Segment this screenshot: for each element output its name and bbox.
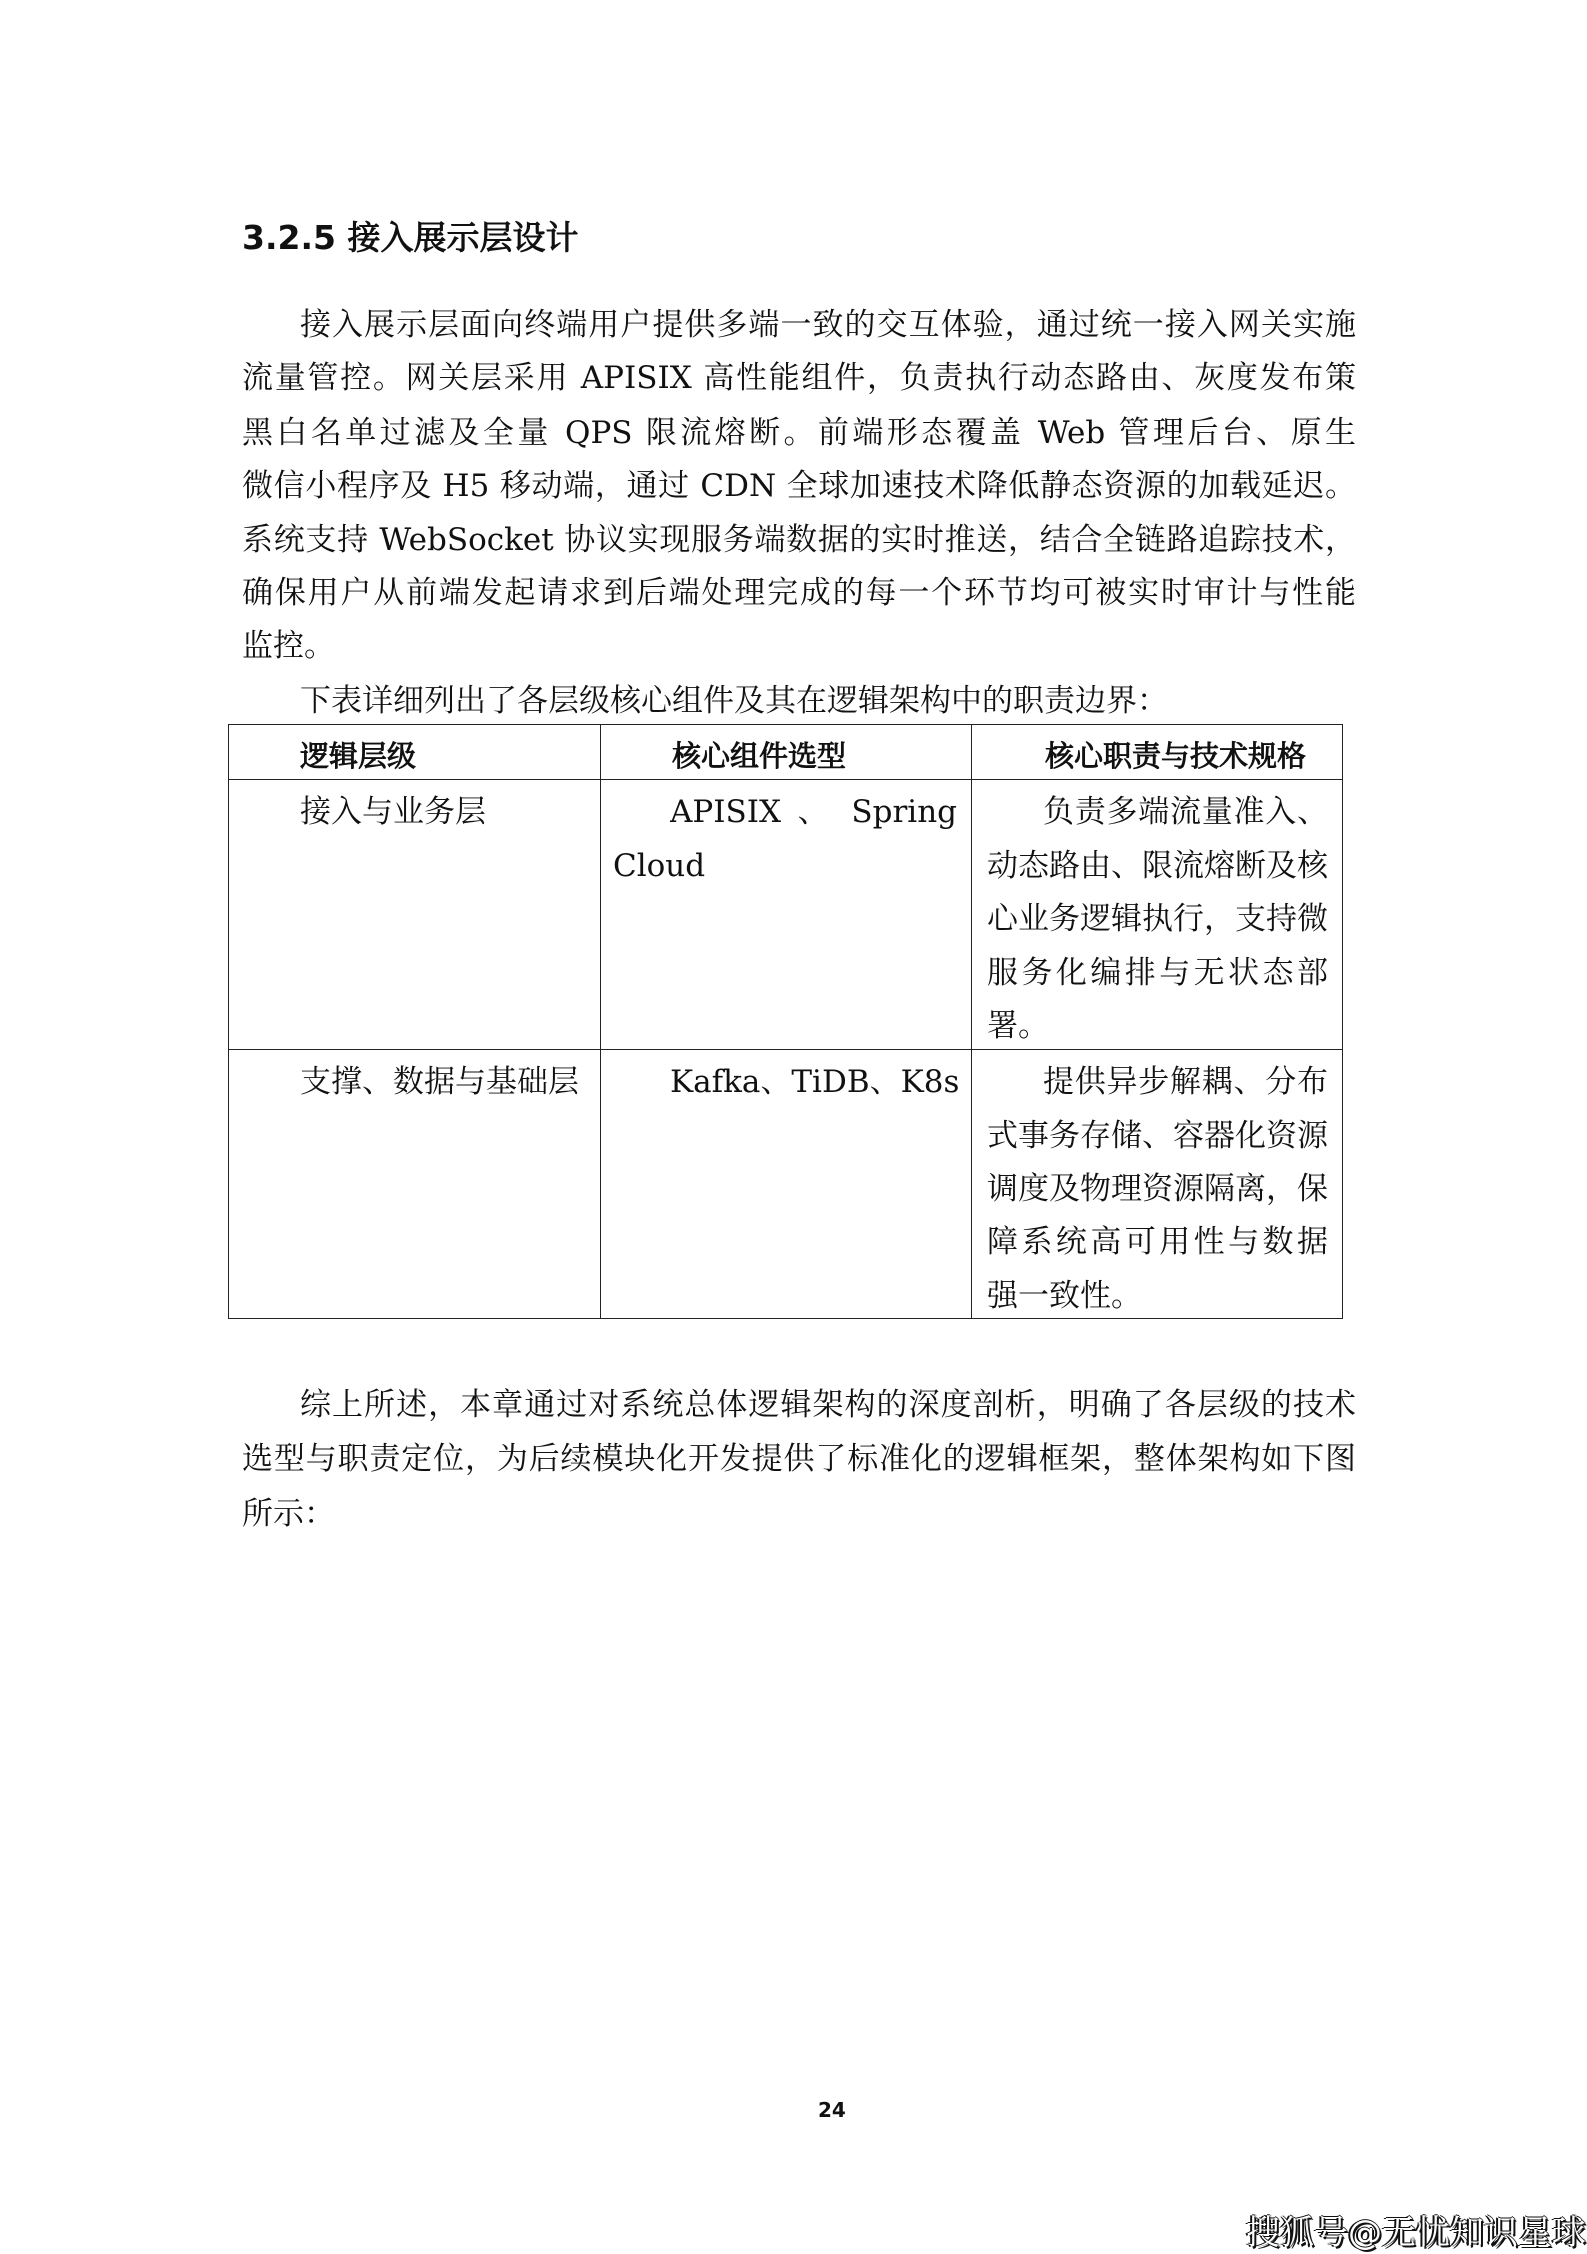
table-header: 核心组件选型 bbox=[672, 739, 847, 773]
table-cell-layer: 接入与业务层 bbox=[300, 794, 486, 830]
table-divider bbox=[600, 725, 601, 1318]
table-cell-duties: 强一致性。 bbox=[987, 1278, 1142, 1314]
table-header: 逻辑层级 bbox=[300, 739, 417, 773]
table-cell-components: APISIX 、 Spring bbox=[670, 794, 957, 830]
table-cell-duties: 式事务存储、容器化资源 bbox=[987, 1118, 1328, 1154]
table-cell-duties: 心业务逻辑执行，支持微 bbox=[987, 901, 1328, 937]
page-number: 24 bbox=[818, 2098, 846, 2122]
table-cell-duties: 服务化编排与无状态部 bbox=[987, 955, 1328, 991]
section-heading: 3.2.5 接入展示层设计 bbox=[242, 218, 579, 257]
paragraph-line: 确保用户从前端发起请求到后端处理完成的每一个环节均可被实时审计与性能 bbox=[242, 575, 1356, 611]
table-cell-duties: 调度及物理资源隔离，保 bbox=[987, 1171, 1328, 1207]
table-cell-duties: 提供异步解耦、分布 bbox=[1043, 1064, 1328, 1100]
table-divider bbox=[229, 1049, 1342, 1050]
paragraph-line: 接入展示层面向终端用户提供多端一致的交互体验，通过统一接入网关实施 bbox=[300, 307, 1356, 343]
table-header: 核心职责与技术规格 bbox=[1045, 739, 1307, 773]
watermark: 搜狐号@无忧知识星球 bbox=[1246, 2213, 1586, 2253]
table-cell-components: Cloud bbox=[613, 848, 706, 884]
table-cell-duties: 署。 bbox=[987, 1008, 1049, 1044]
paragraph-line: 所示： bbox=[242, 1496, 335, 1532]
table-cell-components: Kafka、TiDB、K8s bbox=[670, 1064, 960, 1100]
paragraph-line: 选型与职责定位，为后续模块化开发提供了标准化的逻辑框架，整体架构如下图 bbox=[242, 1441, 1356, 1477]
table-cell-duties: 负责多端流量准入、 bbox=[1043, 794, 1328, 830]
table-cell-duties: 障系统高可用性与数据 bbox=[987, 1224, 1328, 1260]
table-divider bbox=[971, 725, 972, 1318]
paragraph-line: 监控。 bbox=[242, 628, 335, 664]
table-cell-layer: 支撑、数据与基础层 bbox=[300, 1064, 579, 1100]
paragraph-line: 系统支持 WebSocket 协议实现服务端数据的实时推送，结合全链路追踪技术， bbox=[242, 522, 1356, 558]
paragraph-line: 流量管控。网关层采用 APISIX 高性能组件，负责执行动态路由、灰度发布策 bbox=[242, 360, 1356, 396]
table-cell-duties: 动态路由、限流熔断及核 bbox=[987, 848, 1328, 884]
table-intro: 下表详细列出了各层级核心组件及其在逻辑架构中的职责边界： bbox=[300, 683, 1168, 719]
table-divider bbox=[229, 779, 1342, 780]
paragraph-line: 黑白名单过滤及全量 QPS 限流熔断。前端形态覆盖 Web 管理后台、原生 bbox=[242, 415, 1356, 451]
paragraph-line: 微信小程序及 H5 移动端，通过 CDN 全球加速技术降低静态资源的加载延迟。 bbox=[242, 468, 1356, 504]
paragraph-line: 综上所述，本章通过对系统总体逻辑架构的深度剖析，明确了各层级的技术 bbox=[300, 1387, 1356, 1423]
